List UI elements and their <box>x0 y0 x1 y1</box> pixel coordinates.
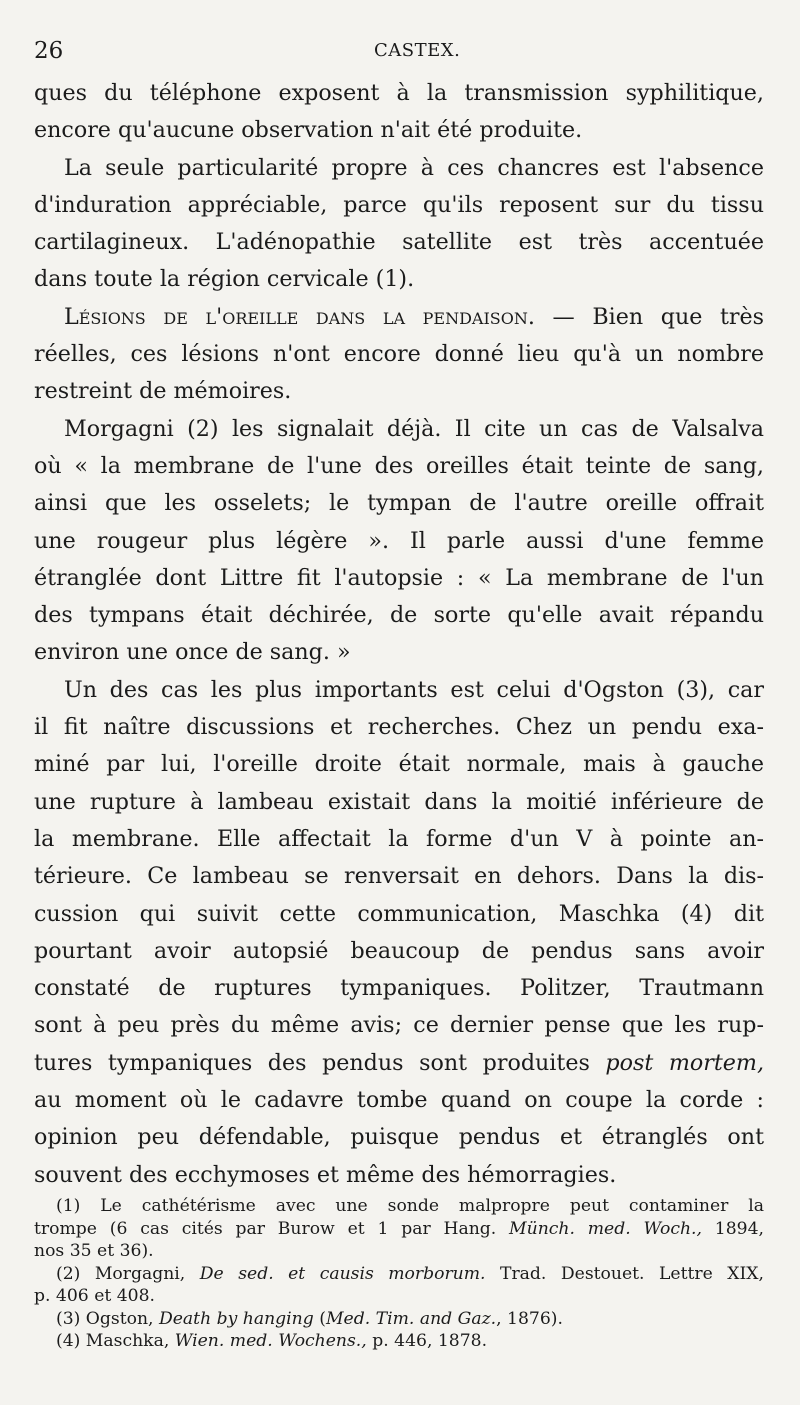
text-fragment: Bien que très <box>592 303 764 330</box>
text-line: environ une once de sang. » <box>34 639 351 666</box>
text-line: encore qu'aucune observation n'ait été produite. <box>34 117 583 144</box>
text-line: une rupture à lambeau existait dans la moitié inférieure de <box>34 788 764 815</box>
footnote-2 <box>34 1263 764 1286</box>
text-line: pourtant avoir autopsié beaucoup de pendus sans avoir <box>34 937 764 964</box>
footnote-3 <box>34 1308 764 1331</box>
page-number: 26 <box>34 38 64 64</box>
journal-title: Med. Tim. and Gaz. <box>325 1308 497 1329</box>
text-line: réelles, ces lésions n'ont encore donné lieu qu'à un nombre <box>34 341 764 368</box>
text-line: d'induration appréciable, parce qu'ils reposent sur du tissu <box>34 191 764 218</box>
footnote-line: p. 406 et 408. <box>34 1286 156 1306</box>
journal-title: Wien. med. Wochens., <box>174 1331 367 1351</box>
work-title: Death by hanging <box>158 1308 314 1329</box>
work-title: De sed. et causis morborum. <box>199 1263 486 1284</box>
text-fragment: (3) Ogston, <box>56 1308 154 1329</box>
text-line: souvent des ecchymoses et même des hémorragies. <box>34 1161 617 1188</box>
text-line: térieure. Ce lambeau se renversait en dehors. Dans la dis- <box>34 863 764 890</box>
footnote-1: (1) Le cathétérisme avec une sonde malpropre peut contaminer la <box>56 1196 764 1216</box>
text-line: dans toute la région cervicale (1). <box>34 266 415 293</box>
text-line: une rougeur plus légère ». Il parle aussi d'une femme <box>34 527 764 554</box>
footnote-line: nos 35 et 36). <box>34 1241 154 1261</box>
text-line: Morgagni (2) les signalait déjà. Il cite un cas de Valsalva <box>64 415 764 442</box>
section-heading: Lésions de l'oreille dans la pendaison. — <box>64 303 575 330</box>
text-line: où « la membrane de l'une des oreilles était teinte de sang, <box>34 452 764 479</box>
footnotes <box>34 1195 764 1353</box>
text-line: des tympans était déchirée, de sorte qu'elle avait répandu <box>34 602 764 629</box>
text-line: opinion peu défendable, puisque pendus et étranglés ont <box>34 1124 764 1151</box>
text-line <box>34 1045 764 1082</box>
text-line: étranglée dont Littre fit l'autopsie : « La membrane de l'un <box>34 564 764 591</box>
footnote-4 <box>34 1330 764 1353</box>
text-line: cartilagineux. L'adénopathie satellite est très accentuée <box>34 229 764 256</box>
text-fragment: trompe (6 cas cités par Burow et 1 par Hang. <box>34 1218 497 1239</box>
text-fragment: , 1876). <box>496 1308 563 1329</box>
text-line: ques du téléphone exposent à la transmission syphilitique, <box>34 80 764 106</box>
text-line: au moment où le cadavre tombe quand on coupe la corde : <box>34 1087 764 1114</box>
text-line: miné par lui, l'oreille droite était normale, mais à gauche <box>34 751 764 778</box>
text-line: il fit naître discussions et recherches. Chez un pendu exa- <box>34 714 764 741</box>
text-fragment: ( <box>319 1308 326 1329</box>
text-line: Un des cas les plus importants est celui d'Ogston (3), car <box>64 676 764 703</box>
page-header <box>34 38 764 68</box>
text-line: La seule particularité propre à ces chancres est l'absence <box>64 154 764 181</box>
text-fragment: (4) Maschka, <box>56 1331 170 1351</box>
text-line: restreint de mémoires. <box>34 378 292 405</box>
text-fragment: p. 446, 1878. <box>372 1331 488 1351</box>
text-fragment: tures tympaniques des pendus sont produites <box>34 1049 590 1076</box>
text-line: la membrane. Elle affectait la forme d'un V à pointe an- <box>34 825 764 852</box>
text-fragment: 1894, <box>714 1218 764 1239</box>
text-line <box>34 299 764 336</box>
italic-phrase: post mortem, <box>605 1049 764 1076</box>
text-fragment: Trad. Destouet. Lettre XIX, <box>500 1263 764 1284</box>
text-line: constaté de ruptures tympaniques. Politzer, Trautmann <box>34 975 764 1002</box>
text-fragment: (2) Morgagni, <box>56 1263 186 1284</box>
text-line: sont à peu près du même avis; ce dernier pense que les rup- <box>34 1012 764 1039</box>
body-text <box>34 75 764 1194</box>
text-line: ainsi que les osselets; le tympan de l'autre oreille offrait <box>34 490 764 517</box>
running-head: CASTEX. <box>374 40 461 61</box>
text-line: cussion qui suivit cette communication, Maschka (4) dit <box>34 900 764 927</box>
journal-title: Münch. med. Woch., <box>509 1218 702 1239</box>
footnote-line <box>34 1218 764 1241</box>
